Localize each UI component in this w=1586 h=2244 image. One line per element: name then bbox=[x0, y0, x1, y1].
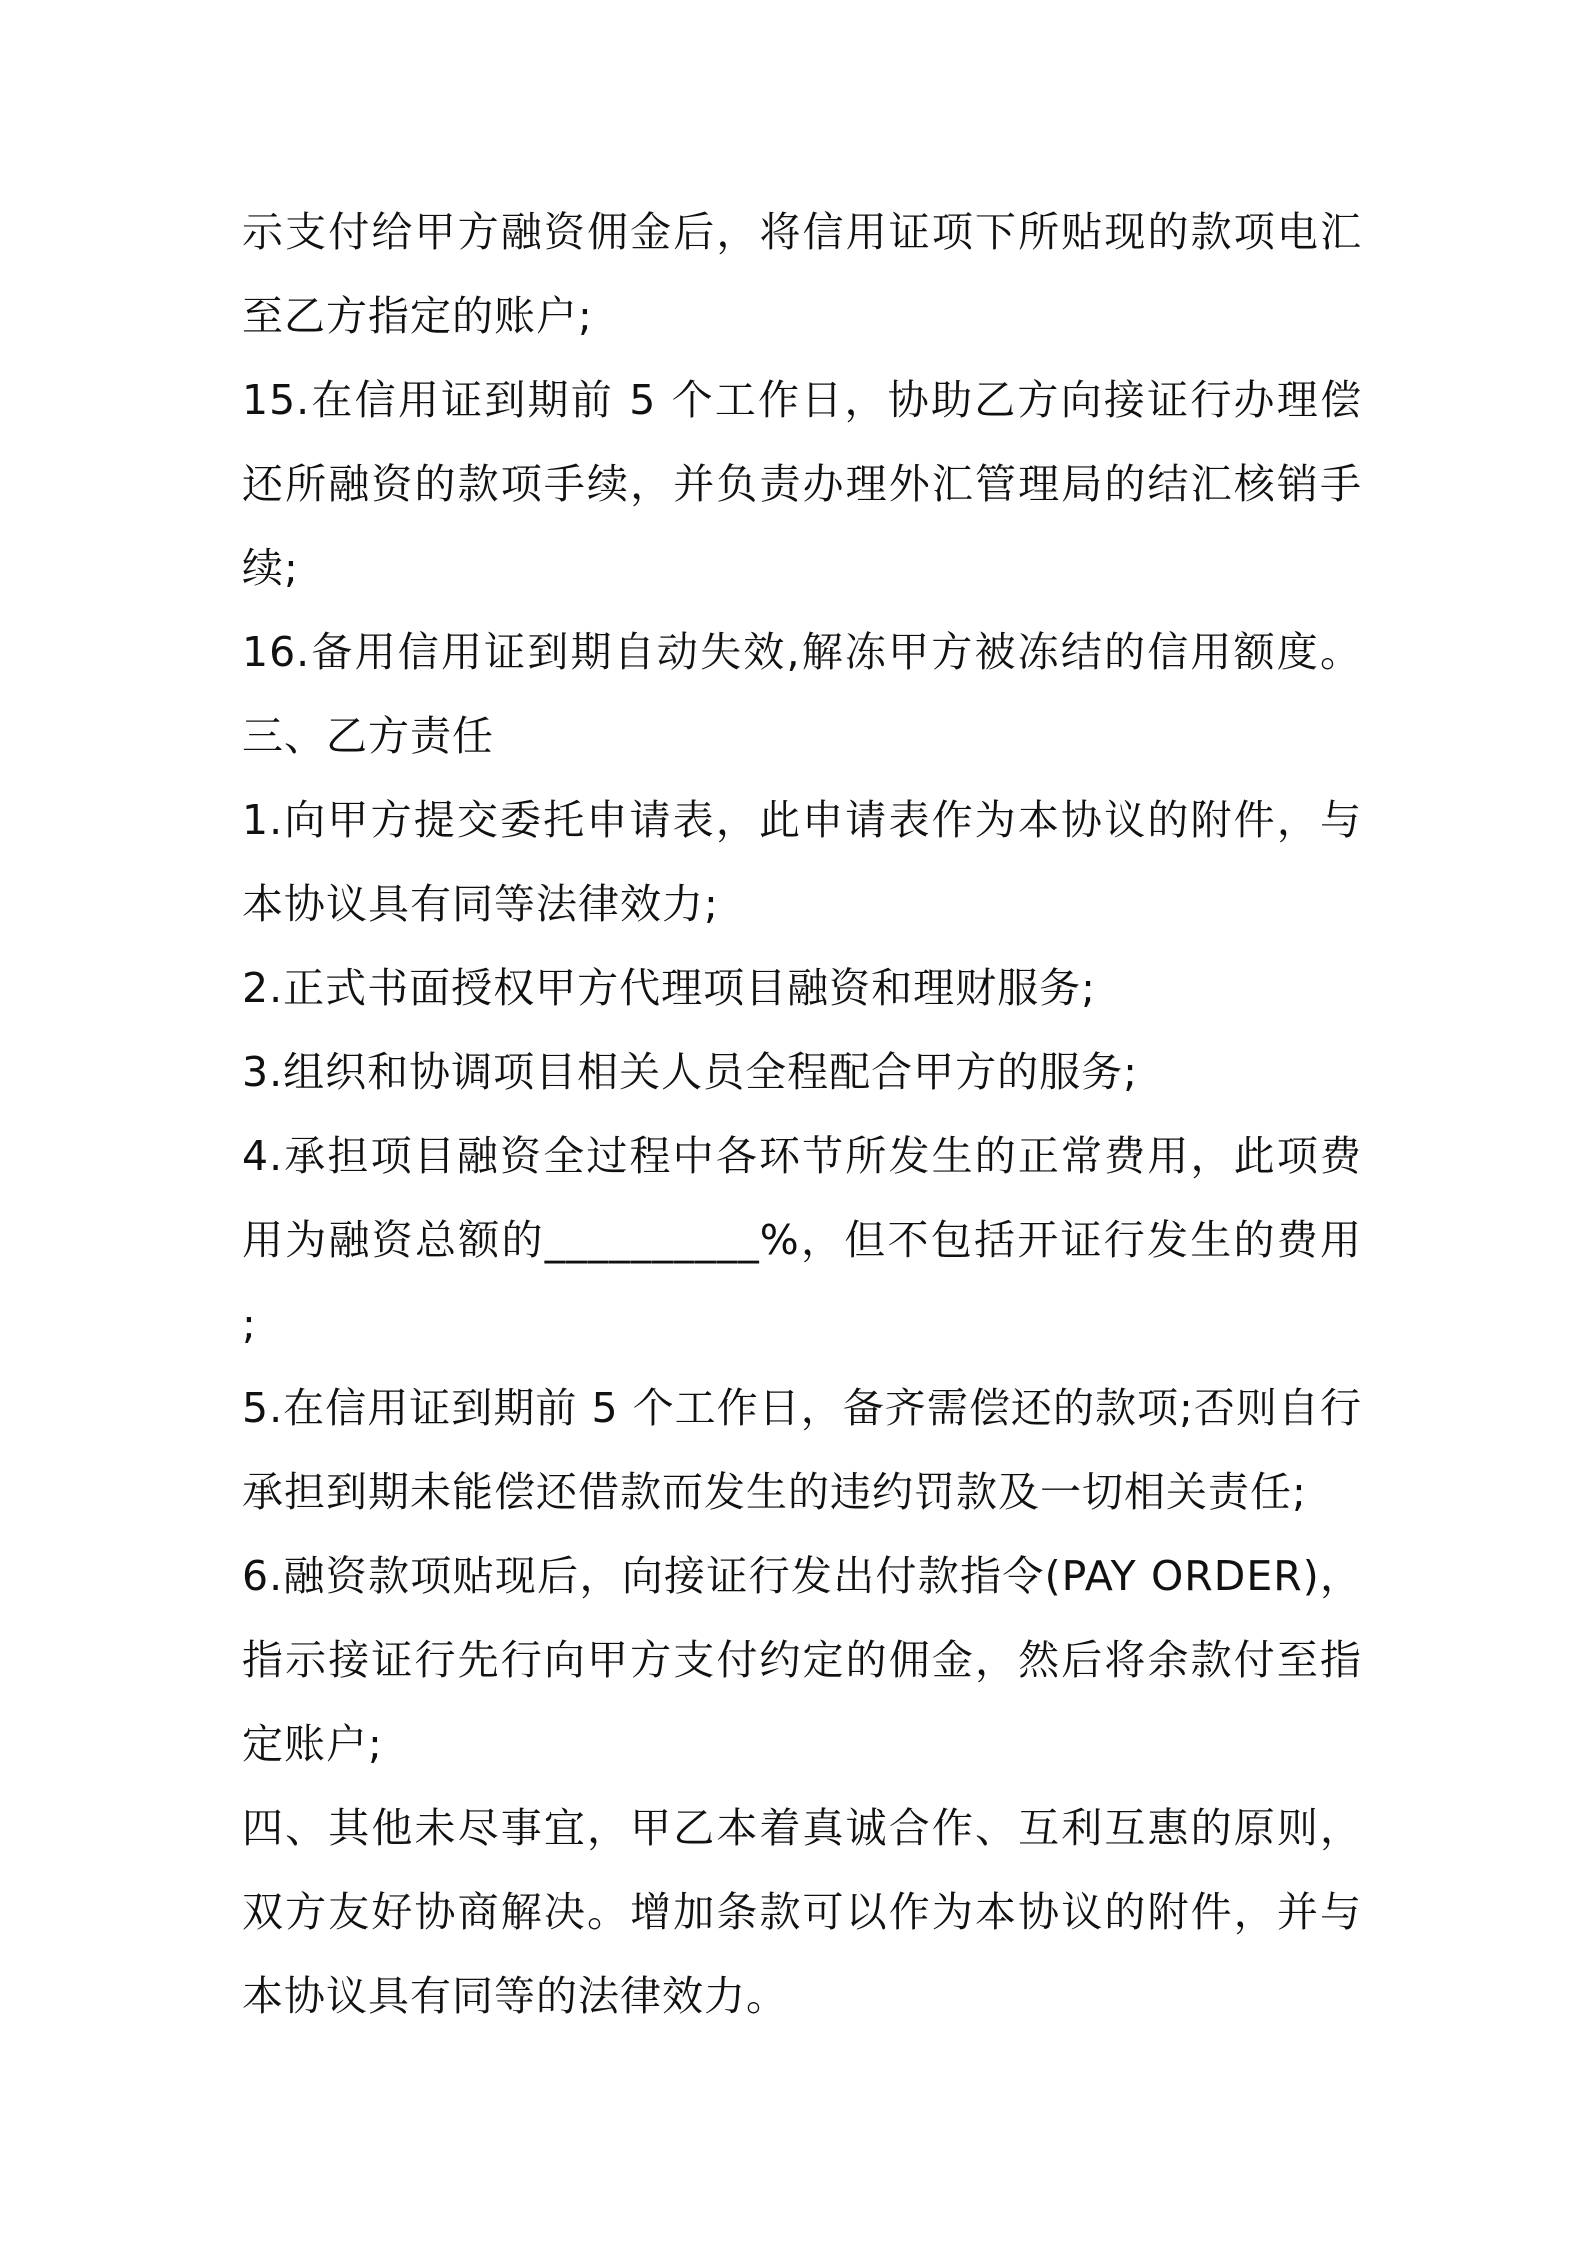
text-line: 还所融资的款项手续，并负责办理外汇管理局的结汇核销手 bbox=[242, 460, 1362, 508]
text-line: 3.组织和协调项目相关人员全程配合甲方的服务; bbox=[242, 1048, 1138, 1096]
text-line: 承担到期未能偿还借款而发生的违约罚款及一切相关责任; bbox=[242, 1468, 1307, 1516]
text-line: 1.向甲方提交委托申请表，此申请表作为本协议的附件，与 bbox=[242, 796, 1362, 844]
text-line: 双方友好协商解决。增加条款可以作为本协议的附件，并与 bbox=[242, 1888, 1362, 1936]
text-line: 续; bbox=[242, 544, 299, 592]
text-line: 本协议具有同等法律效力; bbox=[242, 880, 719, 928]
text-line: 本协议具有同等的法律效力。 bbox=[242, 1972, 788, 2020]
text-line: 指示接证行先行向甲方支付约定的佣金，然后将余款付至指 bbox=[242, 1636, 1362, 1684]
text-line: 至乙方指定的账户; bbox=[242, 292, 593, 340]
section-heading: 三、乙方责任 bbox=[242, 712, 494, 760]
text-line: 4.承担项目融资全过程中各环节所发生的正常费用，此项费 bbox=[242, 1132, 1362, 1180]
text-line: 定账户; bbox=[242, 1720, 383, 1768]
text-line: 示支付给甲方融资佣金后，将信用证项下所贴现的款项电汇 bbox=[242, 208, 1362, 256]
text-line: 2.正式书面授权甲方代理项目融资和理财服务; bbox=[242, 964, 1096, 1012]
text-line: 6.融资款项贴现后，向接证行发出付款指令(PAY ORDER)， bbox=[242, 1552, 1362, 1600]
text-line: 四、其他未尽事宜，甲乙本着真诚合作、互利互惠的原则， bbox=[242, 1804, 1362, 1852]
text-line: 用为融资总额的__________%，但不包括开证行发生的费用 bbox=[242, 1216, 1362, 1264]
text-line: 16.备用信用证到期自动失效,解冻甲方被冻结的信用额度。 bbox=[242, 628, 1362, 676]
text-line: 5.在信用证到期前 5 个工作日，备齐需偿还的款项;否则自行 bbox=[242, 1384, 1362, 1432]
text-line: ; bbox=[242, 1300, 257, 1348]
text-line: 15.在信用证到期前 5 个工作日，协助乙方向接证行办理偿 bbox=[242, 376, 1362, 424]
document-body bbox=[242, 190, 1362, 2038]
